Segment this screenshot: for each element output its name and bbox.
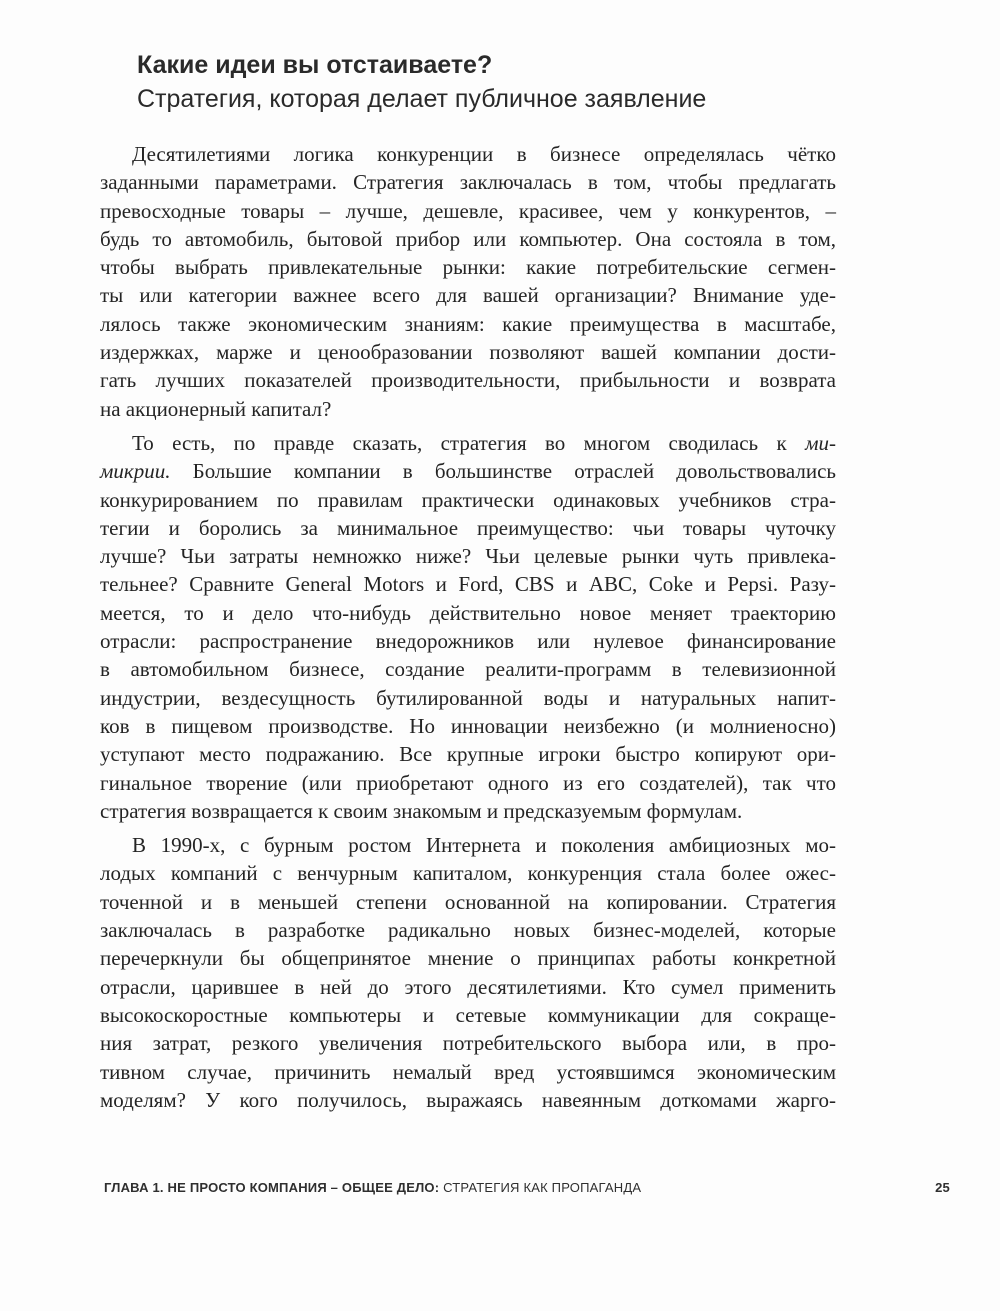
body-text: [100, 140, 836, 1114]
text-line: ния затрат, резкого увеличения потребительского выбора или, в про-: [100, 1031, 836, 1056]
text-line: ты или категории важнее всего для вашей организации? Внимание уде-: [100, 283, 836, 308]
text-line: гать лучших показателей производительности, прибыльности и возврата: [100, 368, 836, 393]
text-line: [100, 429, 836, 457]
text-span: То есть, по правде сказать, стратегия во многом сводилась к: [132, 430, 787, 455]
text-line: Десятилетиями логика конкуренции в бизнесе определялась чётко: [132, 142, 836, 166]
text-line: гинальное творение (или приобретают одного из его создателей), так что: [100, 770, 836, 795]
section-label: СТРАТЕГИЯ КАК ПРОПАГАНДА: [439, 1180, 642, 1195]
text-line: конкурированием по правилам практически одинаковых учебников стра-: [100, 487, 836, 512]
page-footer: [104, 1180, 950, 1200]
text-line: [100, 457, 836, 485]
text-line: на акционерный капитал?: [100, 396, 332, 421]
running-footer: [104, 1180, 641, 1195]
paragraph-2: [100, 429, 836, 825]
text-line: тельнее? Сравните General Motors и Ford, CBS и ABC, Coke и Pepsi. Разу-: [100, 572, 836, 597]
text-line: стратегия возвращается к своим знакомым и предсказуемым формулам.: [100, 798, 743, 823]
text-line: моделям? У кого получилось, выражаясь навеянным доткомами жарго-: [100, 1087, 836, 1112]
text-line: издержках, марже и ценообразовании позволяют вашей компании дости-: [100, 340, 836, 365]
italic-word: ми-: [805, 430, 836, 455]
text-line: отрасли: распространение внедорожников или нулевое финансирование: [100, 629, 836, 654]
text-line: индустрии, вездесущность бутилированной воды и натуральных напит-: [100, 685, 836, 710]
paragraph-1: [100, 140, 836, 423]
text-line: отрасли, царившее в ней до этого десятилетиями. Кто сумел применить: [100, 974, 836, 999]
text-line: тегии и боролись за минимальное преимущество: чьи товары чуточку: [100, 515, 836, 540]
text-line: ков в пищевом производстве. Но инновации неизбежно (и молниеносно): [100, 713, 836, 738]
text-line: в автомобильном бизнесе, создание реалити-программ в телевизионной: [100, 657, 836, 682]
text-line: будь то автомобиль, бытовой прибор или компьютер. Она состояла в том,: [100, 226, 836, 251]
text-span: Большие компании в большинстве отраслей довольствовались: [192, 459, 837, 484]
section-subtitle: Стратегия, которая делает публичное заявление: [137, 85, 707, 113]
section-heading: [137, 48, 897, 116]
text-line: точенной и в меньшей степени основанной на копировании. Стратегия: [100, 889, 836, 914]
text-line: заключалась в разработке радикально новых бизнес-моделей, которые: [100, 918, 836, 943]
page-number: 25: [935, 1180, 950, 1195]
text-line: лялось также экономическим знаниям: какие преимущества в масштабе,: [100, 311, 836, 336]
section-title: Какие идеи вы отстаиваете?: [137, 51, 493, 79]
text-line: В 1990-х, с бурным ростом Интернета и поколения амбициозных мо-: [132, 833, 836, 858]
paragraph-3: [100, 831, 836, 1114]
text-line: чтобы выбрать привлекательные рынки: какие потребительские сегмен-: [100, 255, 836, 280]
text-line: превосходные товары – лучше, дешевле, красивее, чем у конкурентов, –: [100, 198, 836, 223]
text-line: лучше? Чьи затраты немножко ниже? Чьи целевые рынки чуть привлека-: [100, 544, 836, 569]
text-line: уступают место подражанию. Все крупные игроки быстро копируют ори-: [100, 742, 836, 767]
text-line: меется, то и дело что-нибудь действительно новое меняет траекторию: [100, 600, 836, 625]
text-line: тивном случае, причинить немалый вред устоявшимся экономическим: [100, 1059, 836, 1084]
text-line: заданными параметрами. Стратегия заключалась в том, чтобы предлагать: [100, 170, 836, 195]
text-line: перечеркнули бы общепринятое мнение о принципах работы конкретной: [100, 946, 836, 971]
text-line: высокоскоростные компьютеры и сетевые коммуникации для сокраще-: [100, 1002, 836, 1027]
italic-word: микрии.: [100, 459, 171, 484]
chapter-label: ГЛАВА 1. НЕ ПРОСТО КОМПАНИЯ – ОБЩЕЕ ДЕЛО:: [104, 1180, 440, 1195]
text-line: лодых компаний с венчурным капиталом, конкуренция стала более ожес-: [100, 861, 836, 886]
